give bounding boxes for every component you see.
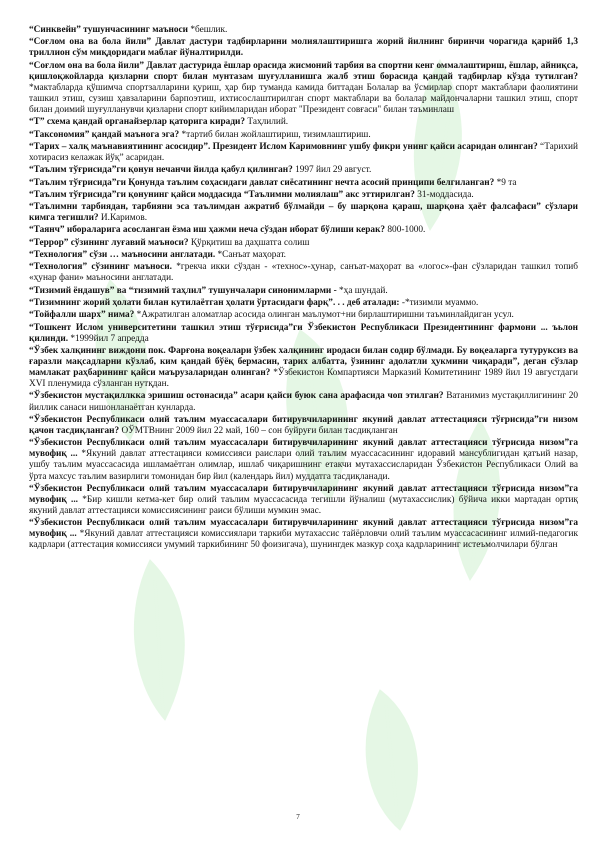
question-text: “Тошкент Ислом университетини ташкил этиш тўғрисида”ги Ўзбекистон Республикаси Президентининг фармони ... ъьлон қилинди. bbox=[29, 322, 578, 344]
qa-item bbox=[29, 346, 578, 390]
qa-list bbox=[29, 25, 578, 553]
answer-text: *9 та bbox=[494, 177, 517, 188]
question-text: “Соғлом она ва бола йили” Давлат дастурида ёшлар орасида жисмоний тарбия ва спортни кенг оммалаштириш, ёшлар, айниқса, қишлоқжойларда қизларни спорт билан мунтазам шуғулланишга жалб этиш борасида қандай тадбирлар кўзда тутилган? bbox=[29, 60, 578, 82]
answer-text: Ватанимиз мустақиллигининг 20 йиллик санаси нишонланаётган кунларда. bbox=[29, 391, 579, 413]
question-text: “Тизимий ёндашув” ва “тизимий таҳлил” тушунчалари синонимларми - bbox=[29, 285, 337, 296]
qa-item bbox=[29, 178, 578, 189]
answer-text: ОЎМТВнинг 2009 йил 22 май, 160 – сон буйруғи билан тасдиқланган bbox=[119, 425, 398, 436]
question-text: “Таълим тўғрисида”ги қонун нечанчи йилда қабул қилинган? bbox=[29, 165, 293, 176]
qa-item bbox=[29, 165, 578, 176]
qa-item bbox=[29, 61, 578, 116]
qa-item bbox=[29, 142, 578, 164]
question-text: “T” схема қандай органайзерлар қаторига киради? bbox=[29, 117, 246, 128]
question-text: “Тизимнинг жорий ҳолати билан кутилаётган ҳолати ўртасидаги фарқ”. . . деб аталади: bbox=[29, 297, 400, 308]
answer-text: 1997 йил 29 август. bbox=[292, 165, 372, 176]
qa-item bbox=[29, 415, 578, 437]
qa-item bbox=[29, 37, 578, 59]
qa-item bbox=[29, 298, 578, 309]
answer-text: 800-1000. bbox=[385, 225, 426, 236]
answer-text: *Якуний давлат аттестацияси комиссияси раислари олий таълим муассасасининг идоравий мансублигидан қатъий назар, ушбу таълим муассасасида ишламаётган олимлар, ишлаб чиқаришнинг етакчи мутахассисларидан Ўзбекистон Республикаси Олий ва ўрта махсус таълим вазирлиги томонидан бир йил (календарь йил) муддатга тасдиқланади. bbox=[29, 449, 578, 482]
question-text: “Таълим тўғрисида”ги Қонунда таълим соҳасидаги давлат сиёсатининг нечта асосий принципи белгиланган? bbox=[29, 177, 495, 188]
question-text: “Ўзбекистон Республикаси олий таълим муассасалари битирувчиларининг якуний давлат аттестацияси тўғрисида низом”га мувофиқ ... bbox=[29, 518, 578, 540]
question-text: “Ўзбекистон Республикаси олий таълим муассасалари битирувчиларининг якуний давлат аттестацияси тўғрисида низом”га мувофиқ ... bbox=[29, 438, 578, 460]
answer-text: *бешлик. bbox=[188, 25, 228, 35]
qa-item bbox=[29, 323, 578, 345]
question-text: “Таянч” ибораларига асосланган ёзма иш ҳажми неча сўздан иборат бўлиши керак? bbox=[29, 225, 386, 236]
answer-text: *Якуний давлат аттестацияси комиссиялари таркиби мутахассис тайёрловчи олий таълим муассасасининг илмий-педагогик кадрлари (аттестация комиссияси умумий таркибининг 50 фоизигача), шунингдек мазкур соҳа кадрларининг истеъмолчилари бўлган bbox=[29, 529, 578, 551]
answer-text: *Санъат маҳорат. bbox=[215, 250, 287, 261]
question-text: “Таълимни тарбиядан, тарбияни эса таълимдан ажратиб бўлмайди – бу шарқона қараш, шарқона ҳаёт фалсафаси” сўзлари кимга тегишли? bbox=[29, 202, 578, 224]
qa-item bbox=[29, 262, 578, 284]
qa-item bbox=[29, 130, 578, 141]
answer-text: *ҳа шундай. bbox=[336, 285, 388, 296]
answer-text: Қўрқитиш ва даҳшатга солиш bbox=[188, 237, 310, 248]
answer-text: 31-моддасида. bbox=[414, 189, 474, 200]
answer-text: -*тизимли муаммо. bbox=[399, 297, 479, 308]
question-text: “Тарих – халқ маънавиятининг асосидир”. Президент Ислом Каримовнинг ушбу фикри унинг қайси асаридан олинган? bbox=[29, 141, 538, 152]
question-text: “Ўзбек халқининг виждони пок. Фарғона воқеалари ўзбек халқининг иродаси билан содир бўлмади. Бу воқеаларга тутуруксиз ва ғаразли мақсадларни кўзлаб, ким қандай бўёқ бермасин, тарих албатта, ўзининг адолатли ҳукмини чиқаради”, деган сўзлар мамлакат раҳбарининг қайси маърузаларидан олинган? bbox=[29, 345, 578, 379]
answer-text: *мактабларда қўшимча спортзалларини қуриш, ҳар бир туманда камида биттадан Болалар ва ўсмирлар спорт мактаблари фаолиятини ташкил этиш, сузиш ҳавзаларини барпоэтиш, ихтисослаштирилган спорт мактаблари ва болалар майдончаларни ташкил этиш, спорт билан доимий шуғулланувчи қизларни спорт кийимларидан иборат "Президент совғаси" билан таъминлаш bbox=[29, 82, 578, 116]
question-text: “Ўзбекистон мустақиллкка эришиш остонасида” асари қайси буюк сана арафасида чоп этилган? bbox=[29, 391, 444, 402]
qa-item bbox=[29, 190, 578, 201]
answer-text: “Тарихий хотирасиз келажак йўқ” асаридан. bbox=[29, 141, 578, 163]
question-text: “Соғлом она ва бола йили” Давлат дастури тадбирларини молиялаштиришга жорий йилнинг биринчи чорагида қарийб 1,3 триллион сўм миқдоридаги маблағ йўналтирилди. bbox=[29, 37, 578, 59]
answer-text: Таҳлилий. bbox=[245, 117, 289, 128]
qa-item bbox=[29, 250, 578, 261]
qa-item bbox=[29, 484, 578, 517]
question-text: “Террор” сўзининг луғавий маъноси? bbox=[29, 237, 189, 248]
answer-text: *грекча икки сўздан - «техноc»-ҳунар, санъат-маҳорат ва «логос»-фан сўзларидан ташкил топиб «ҳунар фани» маъносини англатади. bbox=[29, 262, 579, 284]
question-text: “Таксономия” қандай маънога эга? bbox=[29, 129, 180, 140]
page-number: 7 bbox=[296, 813, 300, 821]
qa-item bbox=[29, 25, 578, 36]
question-text: “Технология” сўзи … маъносини англатади. bbox=[29, 250, 216, 261]
question-text: “Таълим тўғрисида”ги қонунинг қайси моддасида “Таълимни молиялаш” акс эттирилган? bbox=[29, 189, 415, 200]
question-text: “Ўзбекистон Республикаси олий таълим муассасалари битирувчиларининг якуний давлат аттестацияси тўғрисида низом”га мувофиқ ... bbox=[29, 483, 578, 505]
question-text: “Синквейн” тушунчасининг маъноси bbox=[29, 25, 189, 35]
question-text: “Технология” сўзининг маъноси. bbox=[29, 262, 172, 273]
answer-text: *Ўзбекистон Компартияси Марказий Комитетининг 1989 йил 19 августдаги XVI пленумида сўзланган нутқдан. bbox=[29, 368, 579, 390]
qa-item bbox=[29, 225, 578, 236]
answer-text: *1999йил 7 апредда bbox=[68, 333, 149, 344]
answer-text: *Бир кишли кетма-кет бир олий таълим муассасасида тегишли йўналиш (мутахассислик) бўйича икки мартадан ортиқ якуний давлат аттестацияси комиссиясининг раиси бўлиши мумкин эмас. bbox=[29, 494, 578, 516]
qa-item bbox=[29, 391, 578, 413]
qa-item bbox=[29, 286, 578, 297]
qa-item bbox=[29, 518, 578, 551]
qa-item bbox=[29, 310, 578, 321]
qa-item bbox=[29, 202, 578, 224]
question-text: “Тойфалли шарх” нима? bbox=[29, 310, 135, 321]
qa-item bbox=[29, 117, 578, 128]
qa-item bbox=[29, 438, 578, 482]
answer-text: И.Каримов. bbox=[98, 213, 148, 224]
qa-item bbox=[29, 238, 578, 249]
answer-text: *тартиб билан жойлаштириш, тизимлаштириш. bbox=[179, 129, 371, 140]
question-text: “Ўзбекистон Республикаси олий таълим муассасалари битирувчиларининг якуний давлат аттестацияси тўғрисида”ги низом қачон тасдиқланган? bbox=[29, 414, 578, 436]
answer-text: *Ажратилган аломатлар асосида олинган маълумот+ни бирлаштиришни таъминлайдиган усул. bbox=[134, 310, 514, 321]
